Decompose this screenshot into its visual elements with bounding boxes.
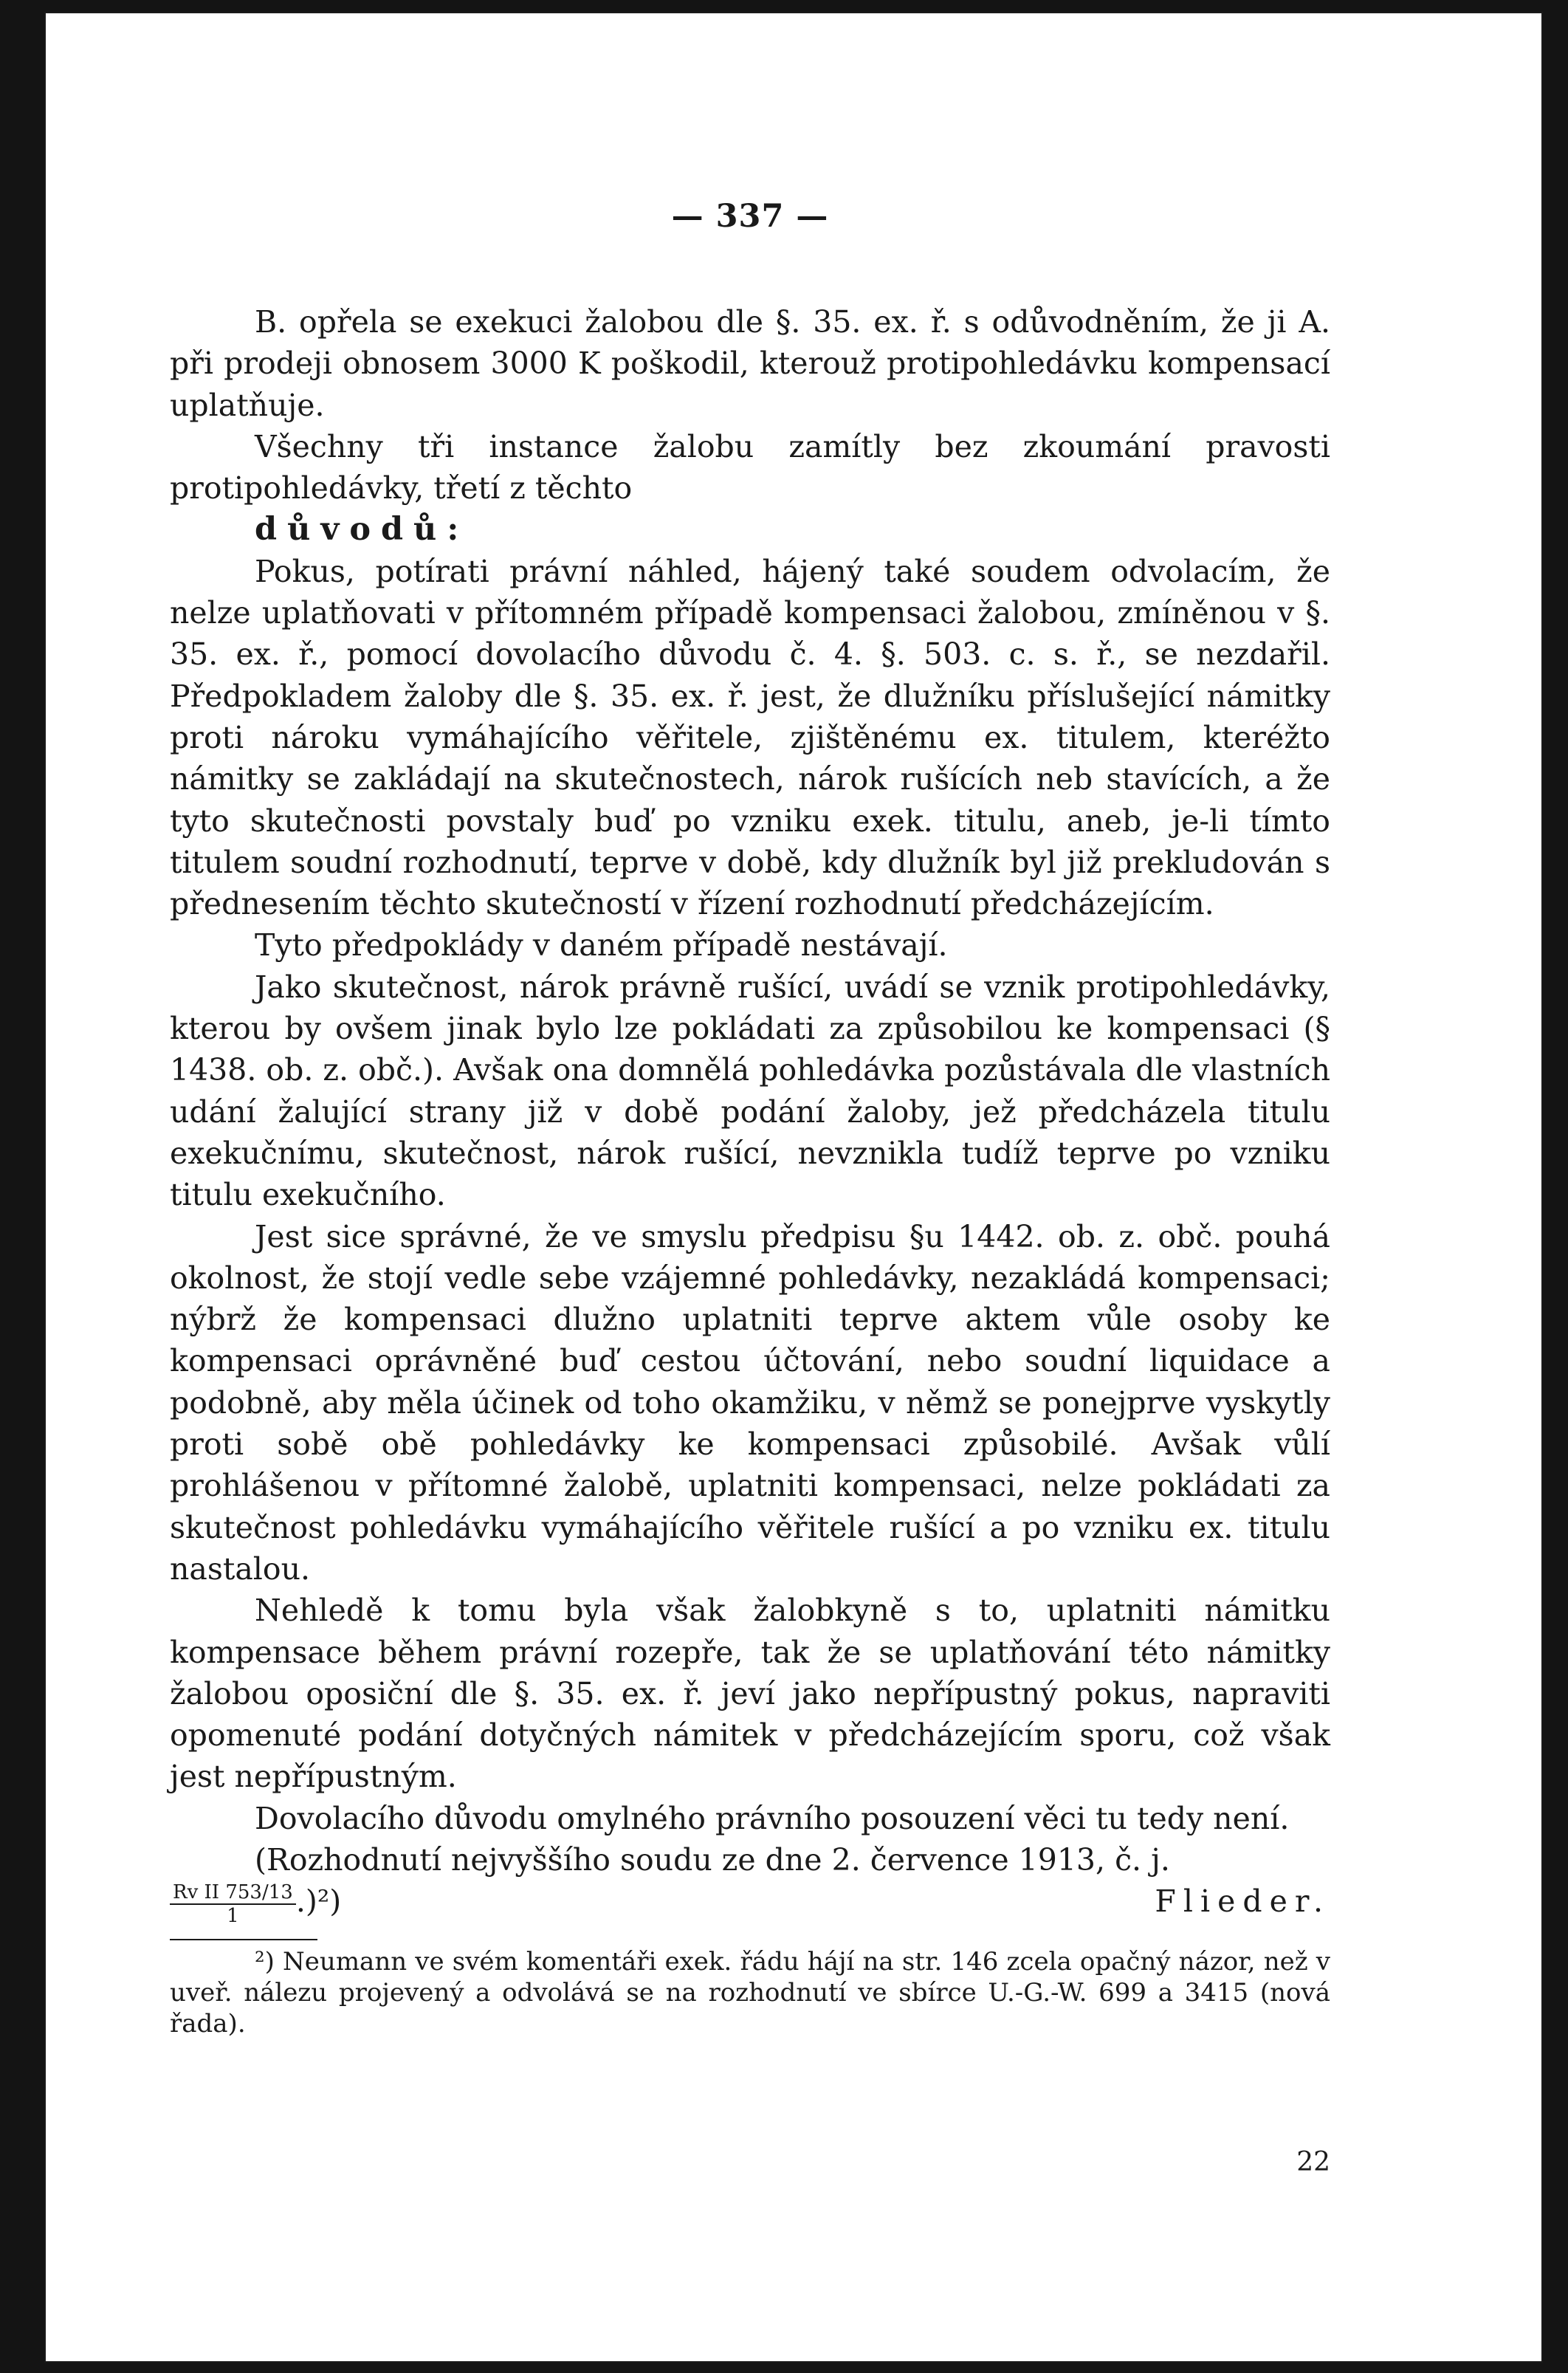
citation-row — [170, 1881, 1330, 1927]
case-number-fraction — [170, 1881, 296, 1927]
sheet-number: 22 — [1296, 2147, 1330, 2177]
paragraph-reason-6: Dovolacího důvodu omylného právního posouzení věci tu tedy není. — [255, 1800, 1290, 1836]
judge-signature: Flieder. — [1155, 1883, 1330, 1920]
footnote: ²) Neumann ve svém komentáři exek. řádu hájí na str. 146 zcela opačný názor, než v uveř. nálezu projevený a odvolává se na rozhodnutí ve sbírce U.-G.-W. 699 a 3415 (nová řada). — [170, 1946, 1330, 2039]
paragraph-reason-4: Jest sice správné, že ve smyslu předpisu §u 1442. ob. z. obč. pouhá okolnost, že stojí vedle sebe vzájemné pohledávky, nezakládá kompensaci; nýbrž že kompensaci dlužno uplatniti teprve aktem vůle osoby ke kompensaci oprávněné buď cestou účtování, nebo soudní liquidace a podobně, aby měla účinek od toho okamžiku, v němž se ponejprve vyskytly proti sobě obě pohledávky ke kompensaci způsobilé. Avšak vůlí prohlášenou v přítomné žalobě, uplatniti kompensaci, nelze pokládati za skutečnost pohledávku vymáhajícího věřitele rušící a po vzniku ex. titulu nastalou. — [170, 1218, 1330, 1587]
case-number-denominator: 1 — [227, 1904, 239, 1927]
page-body — [170, 301, 1330, 2039]
reasons-heading: důvodů: — [255, 511, 470, 549]
paragraph-decision-reference: (Rozhodnutí nejvyššího soudu ze dne 2. července 1913, č. j. — [255, 1841, 1170, 1878]
paragraph-intro: B. opřela se exekuci žalobou dle §. 35. ex. ř. s odůvodněním, že ji A. při prodeji obnosem 3000 K poškodil, kterouž protipohledávku kompensací uplatňuje. — [170, 304, 1330, 423]
paragraph-reason-1: Pokus, potírati právní náhled, hájený také soudem odvolacím, že nelze uplatňovati v přítomném případě kompensaci žalobou, zmíněnou v §. 35. ex. ř., pomocí dovolacího důvodu č. 4. §. 503. c. s. ř., se nezdařil. Předpokladem žaloby dle §. 35. ex. ř. jest, že dlužníku příslušející námitky proti nároku vymáhajícího věřitele, zjištěnému ex. titulem, kteréžto námitky se zakládají na skutečnostech, nárok rušících neb stavících, a že tyto skutečnosti povstaly buď po vzniku exek. titulu, aneb, je-li tímto titulem soudní rozhodnutí, teprve v době, kdy dlužník byl již prekludován s přednesením těchto skutečností v řízení rozhodnutí předcházejícím. — [170, 553, 1330, 922]
paragraph-reason-3: Jako skutečnost, nárok právně rušící, uvádí se vznik protipohledávky, kterou by ovšem jinak bylo lze pokládati za způsobilou ke kompensaci (§ 1438. ob. z. obč.). Avšak ona domnělá pohledávka pozůstávala dle vlastních udání žalující strany již v době podání žaloby, jež předcházela titulu exekučnímu, skutečnost, nárok rušící, nevznikla tudíž teprve po vzniku titulu exekučního. — [170, 969, 1330, 1213]
page-number: — 337 — — [671, 198, 829, 235]
case-citation — [170, 1881, 341, 1927]
footnote-divider — [170, 1939, 317, 1940]
paragraph-instances: Všechny tři instance žalobu zamítly bez zkoumání pravosti protipohledávky, třetí z těchto — [170, 428, 1330, 506]
citation-suffix: .)²) — [295, 1883, 342, 1920]
book-page — [46, 13, 1541, 2361]
paragraph-reason-2: Tyto předpoklády v daném případě nestávají. — [255, 927, 948, 964]
paragraph-reason-5: Nehledě k tomu byla však žalobkyně s to, uplatniti námitku kompensace během právní rozepře, tak že se uplatňování této námitky žalobou oposiční dle §. 35. ex. ř. jeví jako nepřípustný pokus, napraviti opomenuté podání dotyčných námitek v předcházejícím sporu, což však jest nepřípustným. — [170, 1593, 1330, 1795]
case-number-numerator: Rv II 753/13 — [170, 1881, 296, 1905]
